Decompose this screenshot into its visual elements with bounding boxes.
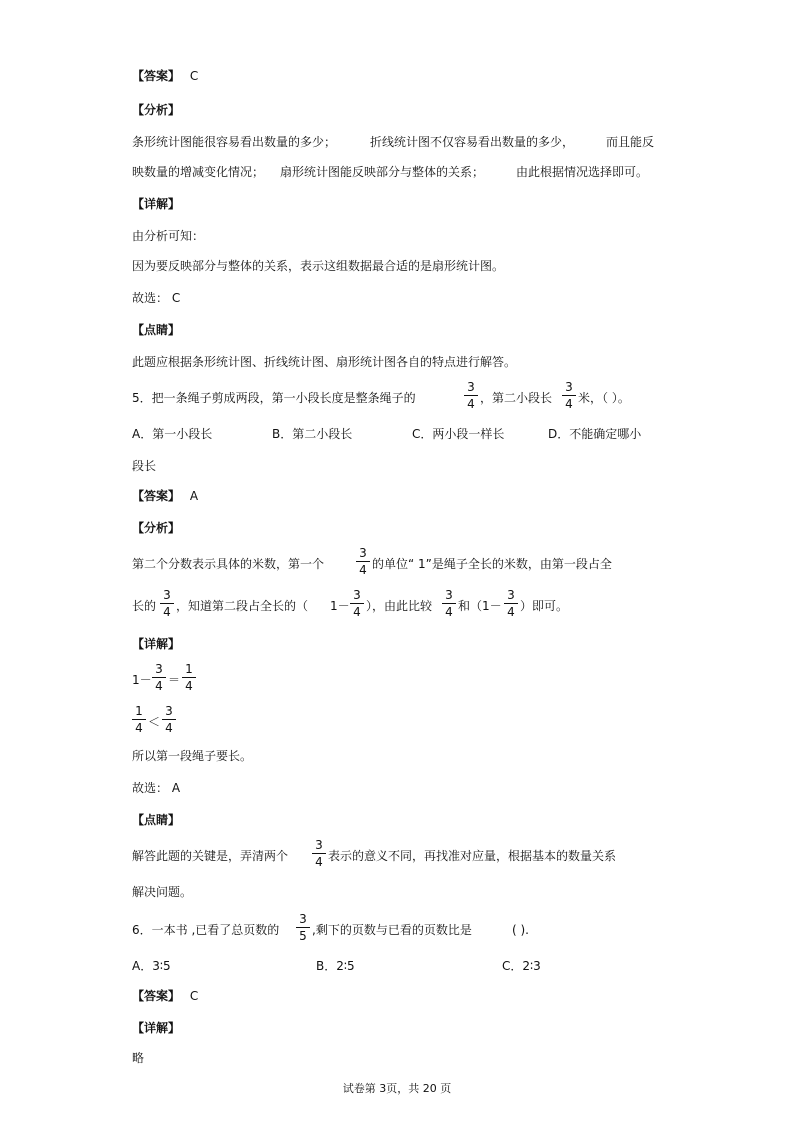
q6-option-c: C．2∶3	[502, 959, 541, 973]
calc-text: ＜	[148, 715, 161, 729]
point-text: 此题应根据条形统计图、折线统计图、扇形统计图各自的特点进行解答。	[132, 355, 517, 369]
analysis-label: 【分析】	[132, 103, 181, 117]
fraction: 3 4	[464, 380, 478, 411]
fraction: 3 4	[160, 588, 174, 619]
analysis-text: 映数量的增减变化情况；	[132, 165, 265, 179]
choice-line: 故选： A	[132, 781, 181, 795]
q6-stem: ( ).	[512, 923, 529, 937]
answer-value: C	[189, 69, 199, 83]
q5-option-c: C．两小段一样长	[412, 427, 505, 441]
calc-text: 1－	[132, 673, 152, 687]
calc-text: ＝	[168, 673, 181, 687]
conclusion-text: 所以第一段绳子要长。	[132, 749, 253, 763]
analysis-text: 第二个分数表示具体的米数，第一个	[132, 557, 325, 571]
fraction: 3 4	[312, 838, 326, 869]
q6-stem: 6．一本书 ,已看了总页数的	[132, 923, 280, 937]
analysis-text: 条形统计图能很容易看出数量的多少；	[132, 135, 337, 149]
q5-option-b: B．第二小段长	[272, 427, 353, 441]
detail-text: 由分析可知：	[132, 229, 205, 243]
page-footer: 试卷第 3页，共 20 页	[342, 1082, 452, 1095]
answer-value: C	[189, 989, 199, 1003]
point-text: 解决问题。	[132, 885, 193, 899]
q6-option-a: A．3∶5	[132, 959, 171, 973]
q5-stem: 5．把一条绳子剪成两段，第一小段长度是整条绳子的	[132, 391, 416, 405]
detail-label: 【详解】	[132, 1021, 181, 1035]
answer-label: 【答案】	[132, 69, 181, 83]
q5-option-d: D．不能确定哪小	[548, 427, 642, 441]
fraction: 3 4	[562, 380, 576, 411]
detail-label: 【详解】	[132, 637, 181, 651]
analysis-text: 和（1－	[458, 599, 502, 613]
answer-line	[132, 68, 198, 84]
analysis-label: 【分析】	[132, 521, 181, 535]
answer-line	[132, 488, 198, 504]
fraction: 3 4	[350, 588, 364, 619]
fraction: 3 4	[152, 662, 166, 693]
point-text: 解答此题的关键是，弄清两个	[132, 849, 289, 863]
answer-label: 【答案】	[132, 489, 181, 503]
answer-line	[132, 988, 198, 1004]
analysis-text: 折线统计图不仅容易看出数量的多少，	[370, 135, 575, 149]
fraction: 3 4	[162, 704, 176, 735]
point-text: 表示的意义不同，再找准对应量，根据基本的数量关系	[328, 849, 617, 863]
answer-value: A	[189, 489, 199, 503]
fraction: 3 4	[356, 546, 370, 577]
fraction: 1 4	[182, 662, 196, 693]
q6-stem: ,剩下的页数与已看的页数比是	[312, 923, 472, 937]
point-label: 【点睛】	[132, 813, 181, 827]
choice-line: 故选： C	[132, 291, 181, 305]
analysis-text: 由此根据情况选择即可。	[516, 165, 649, 179]
analysis-text: 而且能反	[606, 135, 655, 149]
analysis-text: 长的	[132, 599, 157, 613]
analysis-text: ，知道第二段占全长的（	[176, 599, 309, 613]
analysis-text: ），由此比较	[366, 599, 433, 613]
detail-text: 因为要反映部分与整体的关系，表示这组数据最合适的是扇形统计图。	[132, 259, 505, 273]
q5-option-d-cont: 段长	[132, 459, 157, 473]
analysis-text: 1－	[330, 599, 350, 613]
analysis-text: 的单位“ 1”是绳子全长的米数，由第一段占全	[372, 557, 612, 571]
q5-stem: 米，（ ）。	[578, 391, 630, 405]
answer-label: 【答案】	[132, 989, 181, 1003]
q6-option-b: B．2∶5	[316, 959, 355, 973]
detail-label: 【详解】	[132, 197, 181, 211]
detail-text: 略	[132, 1051, 145, 1065]
q5-stem: ，第二小段长	[480, 391, 553, 405]
fraction: 1 4	[132, 704, 146, 735]
q5-option-a: A．第一小段长	[132, 427, 213, 441]
fraction: 3 4	[442, 588, 456, 619]
point-label: 【点睛】	[132, 323, 181, 337]
fraction: 3 4	[504, 588, 518, 619]
analysis-text: ）即可。	[520, 599, 569, 613]
fraction: 3 5	[296, 912, 310, 943]
analysis-text: 扇形统计图能反映部分与整体的关系；	[280, 165, 485, 179]
